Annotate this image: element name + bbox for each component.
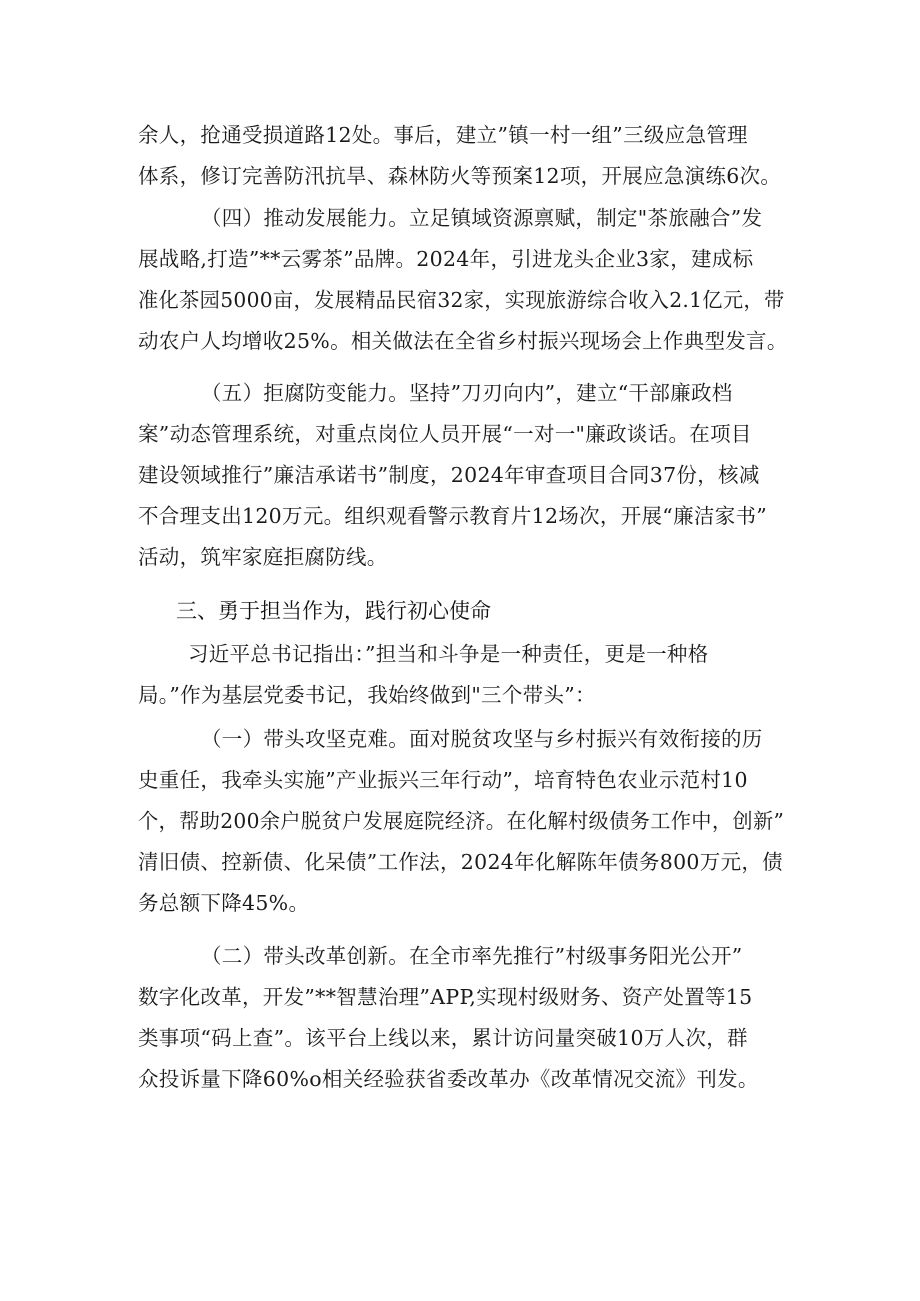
text-line: （一）带头攻坚克难。面对脱贫攻坚与乡村振兴有效衔接的历	[201, 727, 763, 751]
paragraph-emergency-system	[138, 115, 788, 197]
text-line: 习近平总书记指出：”担当和斗争是一种责任，更是一种格	[188, 642, 709, 666]
text-line: 建设领域推行”廉洁承诺书”制度，2024年审查项目合同37份，核减	[138, 463, 760, 487]
text-line: 众投诉量下降60%o相关经验获省委改革办《改革情况交流》刊发。	[138, 1067, 759, 1091]
paragraph-quote	[138, 634, 788, 716]
text-line: 个，帮助200余户脱贫户发展庭院经济。在化解村级债务工作中，创新”	[138, 809, 785, 833]
text-line: 类事项“码上查”。该平台上线以来，累计访问量突破10万人次，群	[138, 1026, 748, 1050]
text-line: 清旧债、控新债、化呆债”工作法，2024年化解陈年债务800万元，债	[138, 850, 783, 874]
text-line: 局。”作为基层党委书记，我始终做到"三个带头”：	[138, 683, 596, 707]
text-line: 不合理支出120万元。组织观看警示教育片12场次，开展“廉洁家书”	[138, 504, 768, 528]
paragraph-tackle-difficulties	[138, 719, 788, 924]
text-line: （五）拒腐防变能力。坚持”刀刃向内”，建立“干部廉政档	[201, 381, 733, 405]
text-line: 展战略,打造”**云雾茶”品牌。2024年，引进龙头企业3家，建成标	[138, 247, 754, 271]
text-line: 余人，抢通受损道路12处。事后，建立”镇一村一组”三级应急管理	[138, 123, 748, 147]
text-line: 务总额下降45%。	[138, 891, 310, 915]
text-line: 活动，筑牢家庭拒腐防线。	[138, 545, 388, 569]
section-heading: 三、勇于担当作为，践行初心使命	[176, 599, 491, 623]
text-line: 体系，修订完善防汛抗旱、森林防火等预案12项，开展应急演练6次。	[138, 164, 782, 188]
paragraph-development-capability	[138, 198, 788, 362]
text-line: 动农户人均增收25%。相关做法在全省乡村振兴现场会上作典型发言。	[138, 329, 788, 353]
text-line: （二）带头改革创新。在全市率先推行”村级事务阳光公开”	[201, 944, 743, 968]
text-line: 准化茶园5000亩，发展精品民宿32家，实现旅游综合收入2.1亿元，带	[138, 288, 785, 312]
paragraph-anti-corruption	[138, 373, 788, 578]
text-line: 数字化改革，开发”**智慧治理”APP,实现村级财务、资产处置等15	[138, 985, 753, 1009]
paragraph-reform-innovation	[138, 936, 788, 1100]
text-line: （四）推动发展能力。立足镇域资源禀赋，制定"茶旅融合”发	[201, 206, 763, 230]
text-line: 史重任，我牵头实施”产业振兴三年行动”，培育特色农业示范村10	[138, 768, 748, 792]
text-line: 案”动态管理系统，对重点岗位人员开展“一对一"廉政谈话。在项目	[138, 422, 752, 446]
